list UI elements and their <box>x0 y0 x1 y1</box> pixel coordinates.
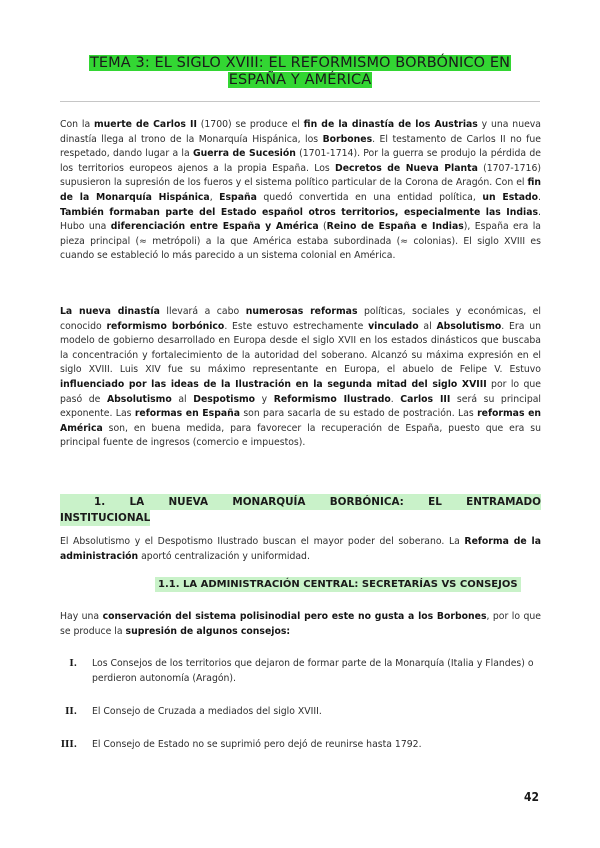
bold-term: La nueva dinastía <box>60 306 160 317</box>
list-numeral: III. <box>60 739 77 750</box>
bold-term: vinculado <box>368 320 419 332</box>
bold-term: numerosas reformas <box>245 306 358 317</box>
bold-term: También formaban parte del Estado español otros territorios, especialmente las Indias <box>60 206 539 218</box>
bold-term: conservación del sistema polisinodial pero este no gusta a los Borbones <box>102 611 487 622</box>
bold-term: Despotismo <box>193 393 256 405</box>
bold-term: un Estado <box>482 191 539 203</box>
bold-term: Guerra de Sucesión <box>192 148 296 160</box>
list-text: El Consejo de Estado no se suprimió pero dejó de reunirse hasta 1792. <box>92 739 422 750</box>
bold-term: reformismo borbónico <box>106 320 225 332</box>
bold-term: Reforma de la administración <box>60 536 541 562</box>
bold-term: Absolutismo <box>106 393 172 405</box>
section-heading-1-line1 <box>60 494 541 510</box>
page-number: 42 <box>524 790 540 804</box>
heading-word: MONARQUÍA <box>232 496 306 508</box>
bold-term: España <box>219 191 257 203</box>
bold-term: fin de la Monarquía Hispánica <box>60 177 541 203</box>
section-heading-1 <box>60 494 541 526</box>
section-heading-1-line2: INSTITUCIONAL <box>60 512 151 524</box>
bold-term: muerte de Carlos II <box>94 119 197 130</box>
paragraph-intro: Con la muerte de Carlos II (1700) se produce el fin de la dinastía de los Austrias y una nueva dinastía llega al trono de la Monarquía Hispánica, los Borbones. El testamento de Carlos II no fue respetado, dando lugar a la Guerra de Sucesión (1701-1714). Por la guerra se produjo la pérdida de los territorios europeos ajenos a la propia España. Los Decretos de Nueva Planta (1707-1716) supusieron la supresión de los fueros y el sistema político particular de la Corona de Aragón. Con el fin de la Monarquía Hispánica, España quedó convertida en una entidad política, un Estado. También formaban parte del Estado español otros territorios, especialmente las Indias. Hubo una diferenciación entre España y América (Reino de España e Indias), España era la pieza principal (≈ metrópoli) a la que América estaba subordinada (≈ colonias). El siglo XVIII es cuando se estableció lo más parecido a un sistema colonial en América. <box>60 119 541 262</box>
bold-term: Decretos de Nueva Planta <box>334 162 478 174</box>
heading-word: EL <box>428 496 442 508</box>
bold-term: Reformismo Ilustrado <box>273 393 391 405</box>
bold-term: Absolutismo <box>436 320 502 332</box>
list-numeral: I. <box>69 658 77 669</box>
paragraph-absolutism: El Absolutismo y el Despotismo Ilustrado buscan el mayor poder del soberano. La Reforma de la administración aportó centralización y uniformidad. <box>60 536 541 562</box>
heading-word: 1. <box>94 496 106 508</box>
subsection-heading-1-1: 1.1. LA ADMINISTRACIÓN CENTRAL: SECRETARÍAS VS CONSEJOS <box>155 577 521 592</box>
title-line-2: ESPAÑA Y AMÉRICA <box>228 72 372 88</box>
heading-word: BORBÓNICA: <box>329 496 404 508</box>
bold-term: reformas en América <box>60 408 541 434</box>
bold-term: supresión de algunos consejos: <box>125 625 291 637</box>
bold-term: diferenciación entre España y América <box>110 221 319 233</box>
title-divider <box>60 101 540 102</box>
paragraph-reformism: La nueva dinastía llevará a cabo numerosas reformas políticas, sociales y económicas, el conocido reformismo borbónico. Este estuvo estrechamente vinculado al Absolutismo. Era un modelo de gobierno desarrollado en Europa desde el siglo XVII en los estados dinásticos que buscaba la concentración y fortalecimiento de la autoridad del soberano. Alcanzó su máxima expresión en el siglo XVIII. Luis XIV fue su máximo representante en Europa, el abuelo de Felipe V. Estuvo influenciado por las ideas de la Ilustración en la segunda mitad del siglo XVIII por lo que pasó de Absolutismo al Despotismo y Reformismo Ilustrado. Carlos III será su principal exponente. Las reformas en España son para sacarla de su estado de postración. Las reformas en América son, en buena medida, para favorecer la recuperación de España, puesto que era su principal fuente de ingresos (comercio e impuestos). <box>60 306 542 449</box>
bold-term: Reino de España e Indias <box>326 221 464 233</box>
list-numeral: II. <box>65 706 77 717</box>
list-text: Los Consejos de los territorios que dejaron de formar parte de la Monarquía (Italia y Flandes) o perdieron autonomía (Aragón). <box>92 658 534 684</box>
heading-word: NUEVA <box>168 496 209 508</box>
heading-word: ENTRAMADO <box>466 496 541 508</box>
paragraph-polisinodial: Hay una conservación del sistema polisinodial pero este no gusta a los Borbones, por lo que se produce la supresión de algunos consejos: <box>60 611 541 637</box>
bold-term: reformas en España <box>134 408 241 420</box>
bold-term: Borbones <box>322 133 373 145</box>
list-text: El Consejo de Cruzada a mediados del siglo XVIII. <box>92 706 322 717</box>
heading-word: LA <box>129 496 145 508</box>
bold-term: influenciado por las ideas de la Ilustración en la segunda mitad del siglo XVIII <box>60 378 487 390</box>
bold-term: Carlos III <box>400 393 451 405</box>
title-line-1: TEMA 3: EL SIGLO XVIII: EL REFORMISMO BORBÓNICO EN <box>89 55 511 71</box>
bold-term: fin de la dinastía de los Austrias <box>303 119 478 130</box>
page-title <box>60 55 540 89</box>
